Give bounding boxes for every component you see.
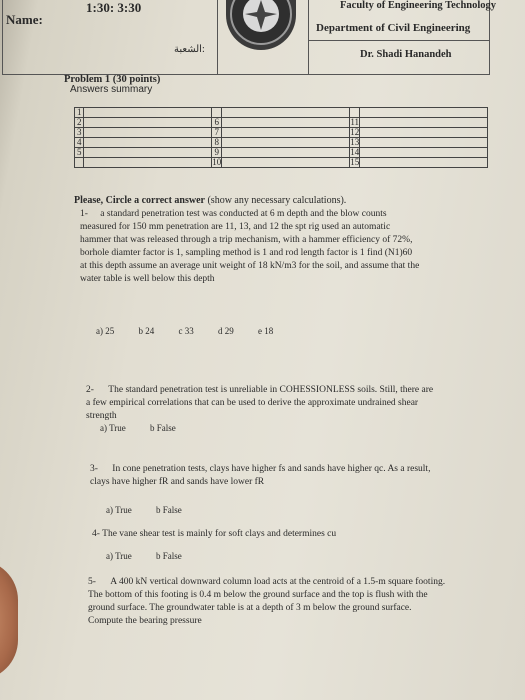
answer-row [75,118,488,128]
problem-title: Problem 1 (30 points) [64,74,161,85]
question-number-cell: 14 [350,147,360,157]
answer-row [75,158,488,168]
question-number-cell [349,108,360,118]
section-label: الشعبة: [174,44,205,55]
question-4-choices [106,551,204,561]
question-number-cell [211,108,222,118]
question-text: A 400 kN vertical downward column load acts at the centroid of a 1.5-m square footing. The bottom of this footing is 0.4 m below the ground surface and the top is flush with the ground surface. The groundwater table is at a depth of 3 m below the ground surface. Compute the bearing pressure [88,577,446,626]
question-number-cell: 3 [75,128,84,138]
header-divider [308,0,309,74]
header-divider [308,40,489,41]
question-number-cell: 6 [211,118,222,128]
question-number: 1- [80,209,88,219]
choice-b[interactable]: b False [156,551,182,561]
choice-b[interactable]: b 24 [138,326,155,336]
question-number-cell: 11 [350,117,360,127]
question-1-choices [96,326,295,336]
answer-cell[interactable] [360,128,488,138]
answer-cell[interactable] [360,108,488,118]
question-number: 3- [90,464,98,474]
question-number-cell: 8 [211,138,222,148]
question-number-cell: 5 [75,148,84,158]
question-text: a standard penetration test was conducted at 6 m depth and the blow counts measured for 150 mm penetration are 11, 13, and 12 the spt rig used an automatic hammer that was released through a trip mechanism, with a hammer efficiency of 72%, borhole diamter factor is 1, sampling method is 1 and rod length factor is 1 find (N1)60 at this depth assume an average unit weight of 18 kN/m3 for the soil, and assume that the water table is well below this depth [80,209,420,284]
department-name: Department of Civil Engineering [316,22,471,34]
exam-time: 1:30: 3:30 [86,0,142,15]
answer-cell[interactable] [84,158,211,168]
question-number-cell: 7 [211,128,222,138]
answer-cell[interactable] [222,158,349,168]
answer-row [75,128,488,138]
choice-a[interactable]: a) True [106,551,132,561]
answer-cell[interactable] [360,148,488,158]
choice-e[interactable]: e 18 [258,326,274,336]
answer-cell[interactable] [84,118,211,128]
answer-cell[interactable] [84,128,211,138]
question-text: The vane shear test is mainly for soft clays and determines cu [102,529,337,539]
instruction-rest: (show any necessary calculations). [204,195,347,206]
instructor-name: Dr. Shadi Hanandeh [360,49,452,60]
question-2-choices [100,423,198,433]
answer-cell[interactable] [84,108,211,118]
question-number-cell: 13 [350,137,360,147]
question-3 [90,463,450,489]
answer-cell[interactable] [360,158,488,168]
answer-cell[interactable] [360,118,488,128]
question-number-cell: 12 [350,127,360,137]
answer-cell[interactable] [84,138,211,148]
question-3-choices [106,505,204,515]
choice-b[interactable]: b False [156,505,182,515]
answer-cell[interactable] [84,148,211,158]
question-number: 2- [86,385,94,395]
choice-d[interactable]: d 29 [218,326,234,336]
question-number: 5- [88,577,96,587]
question-number-cell: 4 [75,138,84,148]
choice-c[interactable]: c 33 [178,326,194,336]
choice-a[interactable]: a) True [106,505,132,515]
question-text: In cone penetration tests, clays have higher fs and sands have higher qc. As a result, clays have higher fR and sands have lower fR [90,464,431,487]
answer-row [75,138,488,148]
question-number-cell: 9 [211,148,222,158]
question-number-cell: 1 [75,108,84,118]
answer-summary-table [74,107,488,168]
question-number: 4- [92,529,100,539]
question-number-cell [75,158,84,168]
question-4 [92,528,452,541]
instruction-text [74,195,346,206]
instruction-bold: Please, Circle a correct answer [74,195,205,206]
answer-cell[interactable] [222,118,349,128]
answer-cell[interactable] [222,138,349,148]
answer-cell[interactable] [222,148,349,158]
answers-summary-label: Answers summary [70,84,153,95]
question-number-cell: 15 [350,157,360,167]
question-1 [80,208,420,286]
answer-row [75,108,488,118]
header-divider [217,0,218,74]
answer-row [75,148,488,158]
question-number-cell: 2 [75,118,84,128]
answer-cell[interactable] [222,128,349,138]
thumb-photo [0,560,18,680]
choice-a[interactable]: a) 25 [96,326,115,336]
question-number-cell: 10 [212,157,222,167]
answer-cell[interactable] [360,138,488,148]
choice-b[interactable]: b False [150,423,176,433]
question-5 [88,576,448,628]
faculty-name: Faculty of Engineering Technology [340,0,497,11]
name-label: Name: [6,12,43,27]
question-text: The standard penetration test is unreliable in COHESSIONLESS soils. Still, there are a few empirical correlations that can be used to derive the approximate undrained shear strength [86,385,434,421]
question-2 [86,384,436,423]
choice-a[interactable]: a) True [100,423,126,433]
answer-cell[interactable] [222,108,349,118]
